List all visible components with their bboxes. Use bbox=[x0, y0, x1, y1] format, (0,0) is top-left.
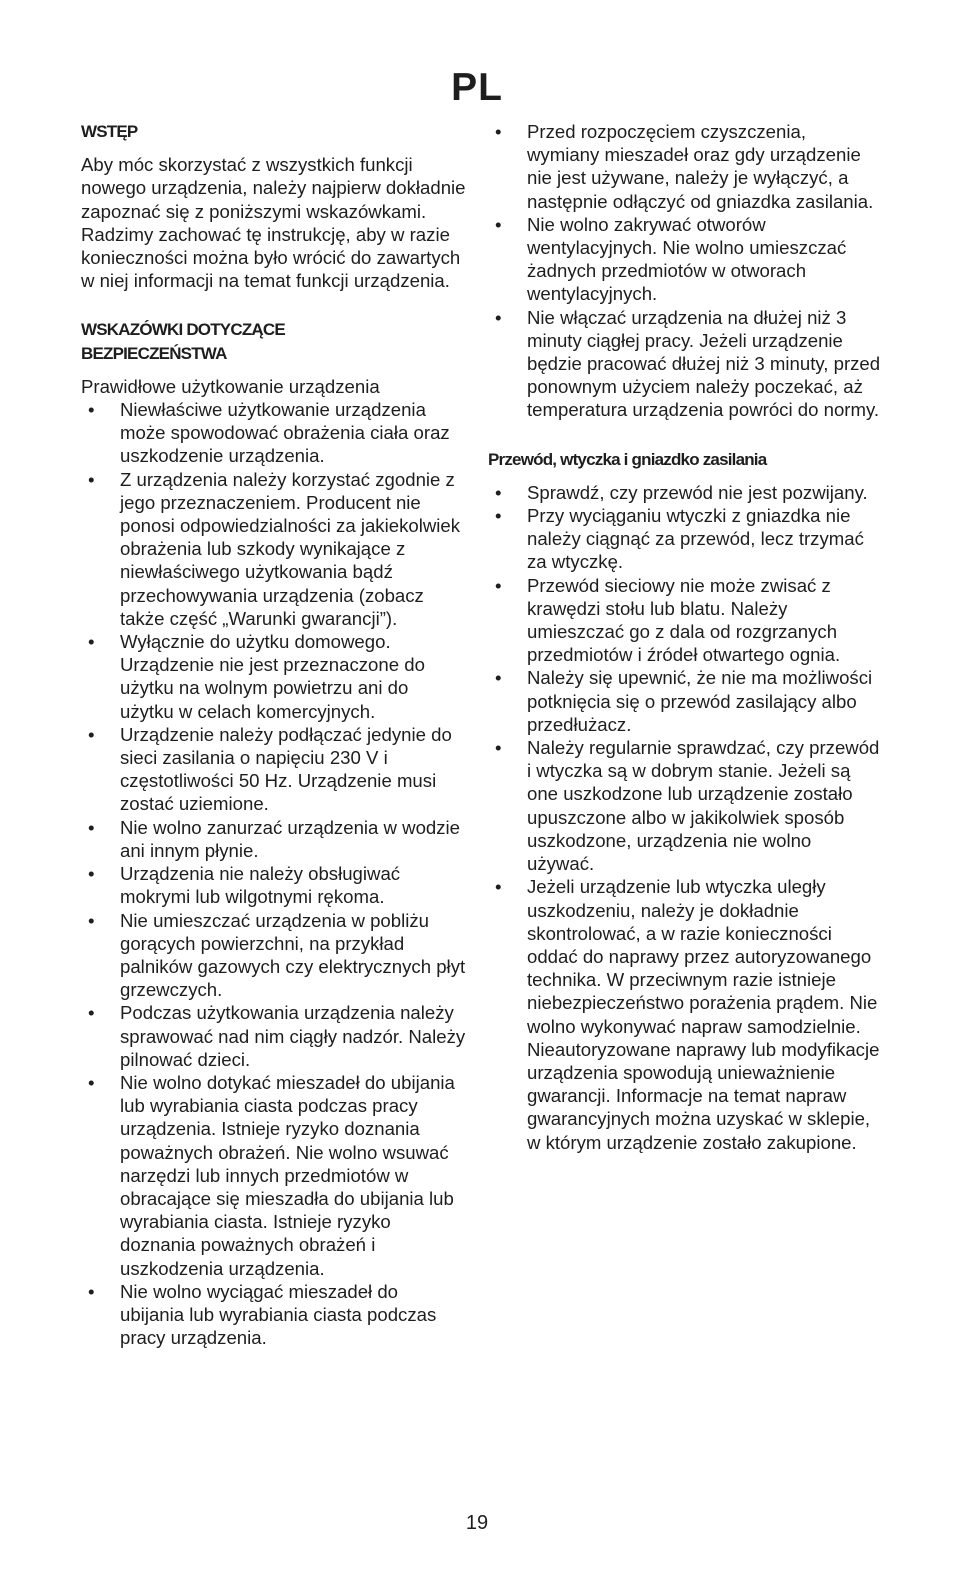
bullet: • bbox=[88, 816, 95, 838]
safety-heading bbox=[81, 318, 466, 364]
list-item: • Urządzenia nie należy obsługiwać mokrymi lub wilgotnymi rękoma. bbox=[88, 863, 401, 908]
bullet: • bbox=[495, 213, 502, 235]
bullet: • bbox=[495, 876, 502, 898]
list-item: • Przewód sieciowy nie może zwisać z krawędzi stołu lub blatu. Należy umieszczać go z dala od rozgrzanych przedmiotów i źródeł otwartego ognia. bbox=[495, 574, 841, 666]
bullet: • bbox=[495, 737, 502, 759]
bullet: • bbox=[88, 468, 95, 490]
list-item: • Nie wolno zanurzać urządzenia w wodzie ani innym płynie. bbox=[88, 816, 461, 861]
bullet: • bbox=[88, 909, 95, 931]
bullet: • bbox=[88, 631, 95, 653]
list-item: • Przy wyciąganiu wtyczki z gniazdka nie należy ciągnąć za przewód, lecz trzymać za wtyczkę. bbox=[495, 505, 864, 573]
intro-heading: WSTĘP bbox=[81, 122, 138, 141]
bullet: • bbox=[88, 1071, 95, 1093]
page-number: 19 bbox=[465, 1512, 489, 1534]
cord-list bbox=[488, 481, 883, 1154]
left-column bbox=[81, 120, 466, 1349]
bullet: • bbox=[495, 505, 502, 527]
list-item: • Przed rozpoczęciem czyszczenia, wymiany mieszadeł oraz gdy urządzenie nie jest używane, należy je wyłączyć, a następnie odłączyć od gniazdka zasilania. bbox=[495, 121, 874, 212]
safety-list-continued bbox=[488, 120, 883, 422]
list-item: • Podczas użytkowania urządzenia należy sprawować nad nim ciągły nadzór. Należy pilnować dzieci. bbox=[88, 1002, 466, 1070]
list-item: • Urządzenie należy podłączać jedynie do sieci zasilania o napięciu 230 V i częstotliwości 50 Hz. Urządzenie musi zostać uziemione. bbox=[88, 723, 452, 815]
bullet: • bbox=[495, 481, 502, 503]
list-item: • Wyłącznie do użytku domowego. Urządzenie nie jest przeznaczone do użytku na wolnym powietrzu ani do użytku w celach komercyjnych. bbox=[88, 631, 425, 722]
right-column bbox=[488, 120, 883, 1154]
language-code: PL bbox=[451, 66, 503, 109]
safety-heading-line1: WSKAZÓWKI DOTYCZĄCE bbox=[81, 320, 285, 340]
list-item: • Należy się upewnić, że nie ma możliwości potknięcia się o przewód zasilający albo przedłużacz. bbox=[495, 667, 873, 735]
bullet: • bbox=[495, 574, 502, 596]
cord-heading: Przewód, wtyczka i gniazdko zasilania bbox=[488, 449, 767, 469]
safety-subheading: Prawidłowe użytkowanie urządzenia bbox=[81, 375, 380, 397]
bullet: • bbox=[88, 863, 95, 885]
list-item: • Z urządzenia należy korzystać zgodnie z jego przeznaczeniem. Producent nie ponosi odpowiedzialności za jakiekolwiek obrażenia lub szkody wynikające z niewłaściwego użytkowania bądź przechowywania urządzenia (zobacz także część „Warunki gwarancji”). bbox=[88, 468, 461, 629]
list-item: • Niewłaściwe użytkowanie urządzenia może spowodować obrażenia ciała oraz uszkodzenie urządzenia. bbox=[88, 399, 450, 467]
safety-heading-line2: BEZPIECZEŃSTWA bbox=[81, 343, 227, 363]
bullet: • bbox=[88, 1002, 95, 1024]
intro-text: Aby móc skorzystać z wszystkich funkcji nowego urządzenia, należy najpierw dokładnie zapoznać się z poniższymi wskazówkami. Radzimy zachować tę instrukcję, aby w razie konieczności można było wrócić do zawartych w niej informacji na temat funkcji urządzenia. bbox=[81, 154, 466, 292]
bullet: • bbox=[88, 399, 95, 421]
list-item: • Nie umieszczać urządzenia w pobliżu gorących powierzchni, na przykład palników gazowych czy elektrycznych płyt grzewczych. bbox=[88, 909, 466, 1001]
bullet: • bbox=[495, 121, 502, 142]
list-item: • Należy regularnie sprawdzać, czy przewód i wtyczka są w dobrym stanie. Jeżeli są one uszkodzone lub urządzenie zostało upuszczone albo w jakikolwiek sposób uszkodzone, urządzenia nie wolno używać. bbox=[495, 737, 880, 875]
list-item: • Nie wolno wyciągać mieszadeł do ubijania lub wyrabiania ciasta podczas pracy urządzenia. bbox=[88, 1280, 437, 1349]
list-item: • Nie wolno zakrywać otworów wentylacyjnych. Nie wolno umieszczać żadnych przedmiotów w otworach wentylacyjnych. bbox=[495, 213, 847, 305]
bullet: • bbox=[88, 723, 95, 745]
list-item: • Jeżeli urządzenie lub wtyczka uległy uszkodzeniu, należy je dokładnie skontrolować, a w razie konieczności oddać do naprawy przez autoryzowanego technika. W przeciwnym razie istnieje niebezpieczeństwo porażenia prądem. Nie wolno wykonywać napraw samodzielnie. Nieautoryzowane naprawy lub modyfikacje urządzenia spowodują unieważnienie gwarancji. Informacje na temat napraw gwarancyjnych można uzyskać w sklepie, w którym urządzenie zostało zakupione. bbox=[495, 876, 880, 1153]
list-item: • Sprawdź, czy przewód nie jest pozwijany. bbox=[495, 481, 868, 503]
bullet: • bbox=[495, 667, 502, 689]
bullet: • bbox=[88, 1280, 95, 1302]
safety-list bbox=[81, 398, 466, 1349]
bullet: • bbox=[495, 306, 502, 328]
list-item: • Nie wolno dotykać mieszadeł do ubijania lub wyrabiania ciasta podczas pracy urządzenia. Istnieje ryzyko doznania poważnych obrażeń. Nie wolno wsuwać narzędzi lub innych przedmiotów w obracające się mieszadła do ubijania lub wyrabiania ciasta. Istnieje ryzyko doznania poważnych obrażeń i uszkodzenia urządzenia. bbox=[88, 1071, 455, 1279]
list-item: • Nie włączać urządzenia na dłużej niż 3 minuty ciągłej pracy. Jeżeli urządzenie będzie pracować dłużej niż 3 minuty, przed ponownym użyciem należy poczekać, aż temperatura urządzenia powróci do normy. bbox=[495, 306, 881, 421]
